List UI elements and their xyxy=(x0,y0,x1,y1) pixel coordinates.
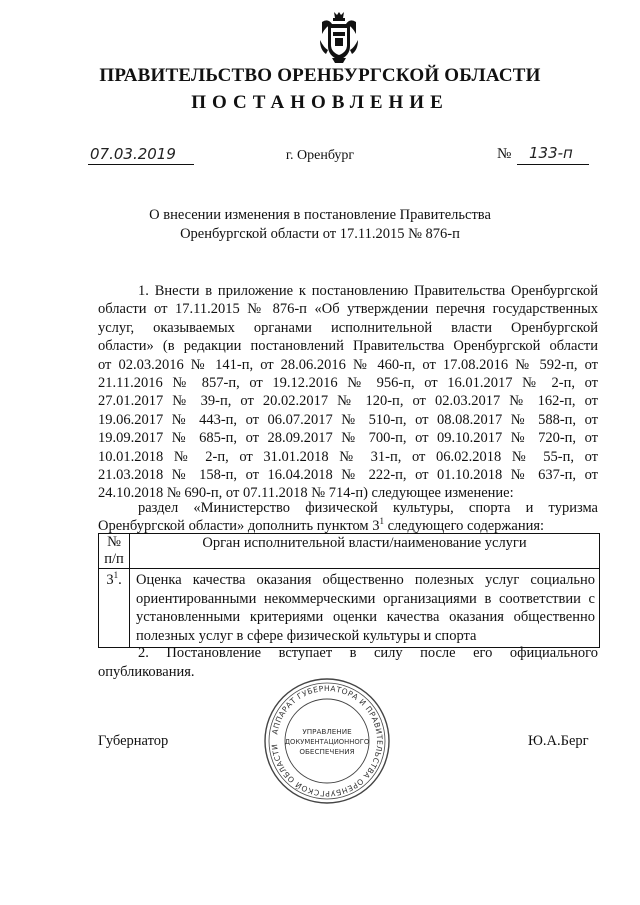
table-header-row xyxy=(99,534,600,569)
table-row xyxy=(99,569,600,648)
text-line: ориентированными некоммерческими организациями в соответствии с xyxy=(136,590,595,607)
number-label: № xyxy=(497,146,512,162)
text-line: от 02.03.2016 № 141-п, от 28.06.2016 № 460-п, от 17.08.2016 № 592-п, от xyxy=(98,356,598,373)
signatory-name: Ю.А.Берг xyxy=(528,733,589,749)
column-header-number: № п/п xyxy=(99,534,130,569)
text-line: 2. Постановление вступает в силу после его официального xyxy=(138,645,598,661)
text-line: 10.01.2018 № 2-п, от 31.01.2018 № 31-п, от 06.02.2018 № 55-п, от xyxy=(98,448,598,465)
row-number: $3^1$. xyxy=(99,569,130,648)
subject-line: Оренбургской области от 17.11.2015 № 876-п xyxy=(180,226,460,242)
coat-of-arms-icon xyxy=(318,10,360,64)
text-line: 1. Внести в приложение к постановлению Правительства Оренбургской xyxy=(138,283,598,299)
stamp-center-line: ОБЕСПЕЧЕНИЯ xyxy=(299,747,355,756)
stamp-center-line: ДОКУМЕНТАЦИОННОГО xyxy=(284,738,370,746)
subject-line: О внесении изменения в постановление Правительства xyxy=(149,207,491,223)
text-line: 19.09.2017 № 685-п, от 28.09.2017 № 700-п, от 09.10.2017 № 720-п, от xyxy=(98,430,598,447)
text-line: 21.11.2016 № 857-п, от 19.12.2016 № 956-п, от 16.01.2017 № 2-п, от xyxy=(98,374,598,391)
text-line: 19.06.2017 № 443-п, от 06.07.2017 № 510-п, от 08.08.2017 № 588-п, от xyxy=(98,411,598,428)
text-line: раздел «Министерство физической культуры, спорта и туризма xyxy=(138,500,598,516)
government-title: ПРАВИТЕЛЬСТВО ОРЕНБУРГСКОЙ ОБЛАСТИ xyxy=(99,65,541,86)
document-subject xyxy=(0,206,640,244)
text-line: установленными критериями оценки качества оказания общественно xyxy=(136,609,595,625)
number-value: 133-п xyxy=(529,144,573,162)
text-line: Оренбургской области» дополнить пунктом $3^1$ следующего содержания: xyxy=(98,516,545,535)
column-header-name: Орган исполнительной власти/наименование услуги xyxy=(130,534,600,569)
official-stamp xyxy=(262,676,392,806)
text-line: 24.10.2018 № 690-п, от 07.11.2018 № 714-п) следующее изменение: xyxy=(98,485,514,502)
paragraph-2 xyxy=(98,499,598,536)
signatory-position: Губернатор xyxy=(98,733,169,749)
stamp-ring-text: АППАРАТ ГУБЕРНАТОРА И ПРАВИТЕЛЬСТВА ОРЕНБУРГСКОЙ ОБЛАСТИ xyxy=(270,683,385,799)
superscript: 1 xyxy=(379,516,384,527)
text-line: области от 17.11.2015 № 876-п «Об утверждении перечня государственных xyxy=(98,301,598,318)
row-service-name xyxy=(130,569,600,648)
stamp-center-line: УПРАВЛЕНИЕ xyxy=(302,727,352,736)
text-line: области» (в редакции постановлений Правительства Оренбургской области xyxy=(98,338,598,355)
text-line: опубликования. xyxy=(98,664,195,680)
text-line: 27.01.2017 № 39-п, от 20.02.2017 № 120-п, от 02.03.2017 № 162-п, от xyxy=(98,393,598,410)
paragraph-1 xyxy=(98,282,598,503)
text-line: услуг, оказываемых органами исполнительной власти Оренбургской xyxy=(98,319,598,336)
text-line: 21.03.2018 № 158-п, от 16.04.2018 № 222-п, от 01.10.2018 № 637-п, от xyxy=(98,466,598,483)
text-line: Оценка качества оказания общественно полезных услуг социально xyxy=(136,572,595,588)
city: г. Оренбург xyxy=(285,148,355,163)
date-value: 07.03.2019 xyxy=(90,145,176,163)
text-line: полезных услуг в сфере физической культуры и спорта xyxy=(136,627,477,644)
services-table xyxy=(98,533,600,648)
document-type: ПОСТАНОВЛЕНИЕ xyxy=(191,92,449,113)
document-number xyxy=(517,146,589,165)
